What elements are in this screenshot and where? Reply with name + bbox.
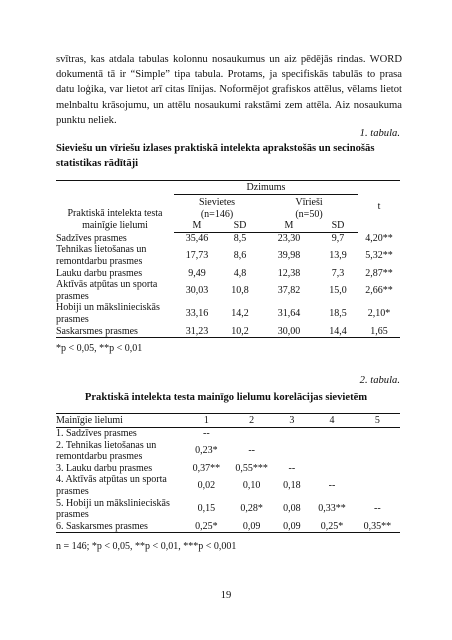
cell: 0,25* [309,521,354,533]
row-label: Aktīvās atpūtas un sporta prasmes [56,279,158,302]
table1-sd2-header: SD [318,220,358,232]
cell: 8,5 [233,232,247,244]
cell: 0,25* [184,521,229,533]
cell: 17,73 [185,250,209,262]
body-paragraph: svītras, kas atdala tabulas kolonnu nosaukumus un aiz pēdējās rindas. WORD dokumentā tā ir “Simple” tipa tabula. Protams, ja specifiskās tabulās to prasa datu loģika, var lietot arī citas līnijas. Noformējot grafiskos attēlus, vēlams lietot melnbaltu krāsojumu, un attēlu nosaukumi rakstāmi zem attēla. Aiz nosaukuma punktu neliek. [56,54,402,126]
cell: -- [248,445,255,457]
cell: 31,23 [174,326,220,338]
table1-footnote: *p < 0,05, **p < 0,01 [56,343,143,354]
cell: 39,98 [277,250,301,262]
cell: 0,15 [197,503,216,515]
cell: 30,00 [260,326,318,338]
cell: 1,65 [358,326,400,338]
cell: 2,66** [365,284,393,296]
cell: 4,20** [365,232,393,244]
table1-t-header: t [358,181,400,233]
cell: -- [288,462,296,474]
cell: -- [328,480,336,492]
table1-sd1-header: SD [220,220,260,232]
table-row [56,326,400,338]
cell: 13,9 [329,250,347,262]
table1-men-header [260,195,358,221]
cell: 14,2 [231,308,249,320]
table-row [56,463,400,475]
table-row [56,440,400,463]
row-label: Sadzīves prasmes [56,232,127,244]
table2-footnote: n = 146; *p < 0,05, **p < 0,01, ***p < 0,001 [56,541,237,552]
cell: 0,09 [229,521,274,533]
cell: 23,30 [277,232,301,244]
cell: 0,02 [197,480,216,492]
table-row [56,268,400,280]
cell: -- [203,428,210,439]
cell: 7,3 [331,267,345,279]
cell: 0,23* [195,445,218,457]
row-label: 1. Sadzīves prasmes [56,428,137,439]
cell: 0,10 [242,480,261,492]
cell: 9,7 [331,232,345,244]
table1-m1-header: M [174,220,220,232]
cell [309,463,354,475]
cell: 0,28* [240,503,263,515]
cell: 33,16 [185,308,209,320]
table1-variables-header [56,181,174,233]
cell: 37,82 [277,284,301,296]
cell: -- [373,503,381,515]
cell: 2,87** [365,267,393,279]
table-row [56,498,400,521]
table1-number: 1. tabula. [359,128,400,139]
row-label: Lauku darbu prasmes [56,267,143,279]
table1-women-n: (n=146) [200,208,234,220]
table2-title: Praktiskā intelekta testa mainīgo lielumu korelācijas sievietēm [84,392,368,403]
table1-title: Sieviešu un vīriešu izlases praktiskā intelekta aprakstošās un secinošās statistikas rādītāji [56,143,375,169]
cell [309,440,354,463]
table2-col5-header: 5 [355,414,400,428]
cell: 0,55*** [235,462,268,474]
cell: 18,5 [329,308,347,320]
table2 [56,413,400,533]
cell: 0,08 [283,503,301,515]
cell: 2,10* [367,308,391,320]
table-row [56,428,400,440]
cell [274,440,309,463]
cell [355,474,400,497]
table1-women-label: Sievietes [198,197,236,208]
cell: 4,8 [233,267,247,279]
cell: 10,2 [220,326,260,338]
row-label: Saskarsmes prasmes [56,326,174,338]
row-label: 3. Lauku darbu prasmes [56,462,153,474]
table2-number: 2. tabula. [359,375,400,386]
cell: 35,46 [185,232,209,244]
page-number: 19 [220,590,232,601]
table1 [56,180,400,338]
cell: 5,32** [365,250,393,262]
cell: 12,38 [277,267,301,279]
row-label: 6. Saskarsmes prasmes [56,521,184,533]
table1-m2-header: M [260,220,318,232]
cell: 31,64 [277,308,301,320]
cell: 0,09 [274,521,309,533]
cell: 0,33** [318,503,346,515]
cell: 0,35** [355,521,400,533]
row-label: 2. Tehnikas lietošanas un remontdarbu prasmes [56,439,157,463]
cell [274,428,309,440]
table-row [56,302,400,325]
cell [355,428,400,440]
table2-col4-header: 4 [309,414,354,428]
cell [355,463,400,475]
cell [309,428,354,440]
cell: 30,03 [185,284,209,296]
table-row [56,279,400,302]
row-label: 4. Aktīvās atpūtas un sporta prasmes [56,474,167,497]
table2-header-label: Mainīgie lielumi [56,414,184,428]
cell: 0,18 [283,480,301,492]
table-row [56,474,400,497]
table-row [56,244,400,267]
table1-variables-label: Praktiskā intelekta testa mainīgie lielumi [67,208,163,231]
row-label: Hobiji un mākslinieciskās prasmes [56,302,160,325]
table2-col1-header: 1 [184,414,229,428]
table-row [56,521,400,533]
cell [229,428,274,440]
table1-women-header [174,195,260,221]
table1-men-label: Vīrieši [295,197,323,208]
row-label: 5. Hobiji un mākslinieciskās prasmes [56,497,170,521]
table2-col2-header: 2 [229,414,274,428]
cell [355,440,400,463]
cell: 14,4 [318,326,358,338]
row-label: Tehnikas lietošanas un remontdarbu prasmes [56,244,147,267]
cell: 15,0 [329,284,347,296]
cell: 10,8 [231,284,249,296]
table-row [56,232,400,244]
cell: 8,6 [233,250,247,262]
table2-col3-header: 3 [274,414,309,428]
table1-men-n: (n=50) [295,208,323,220]
cell: 0,37** [192,462,221,474]
cell: 9,49 [188,267,206,279]
table1-group-header: Dzimums [174,181,358,195]
